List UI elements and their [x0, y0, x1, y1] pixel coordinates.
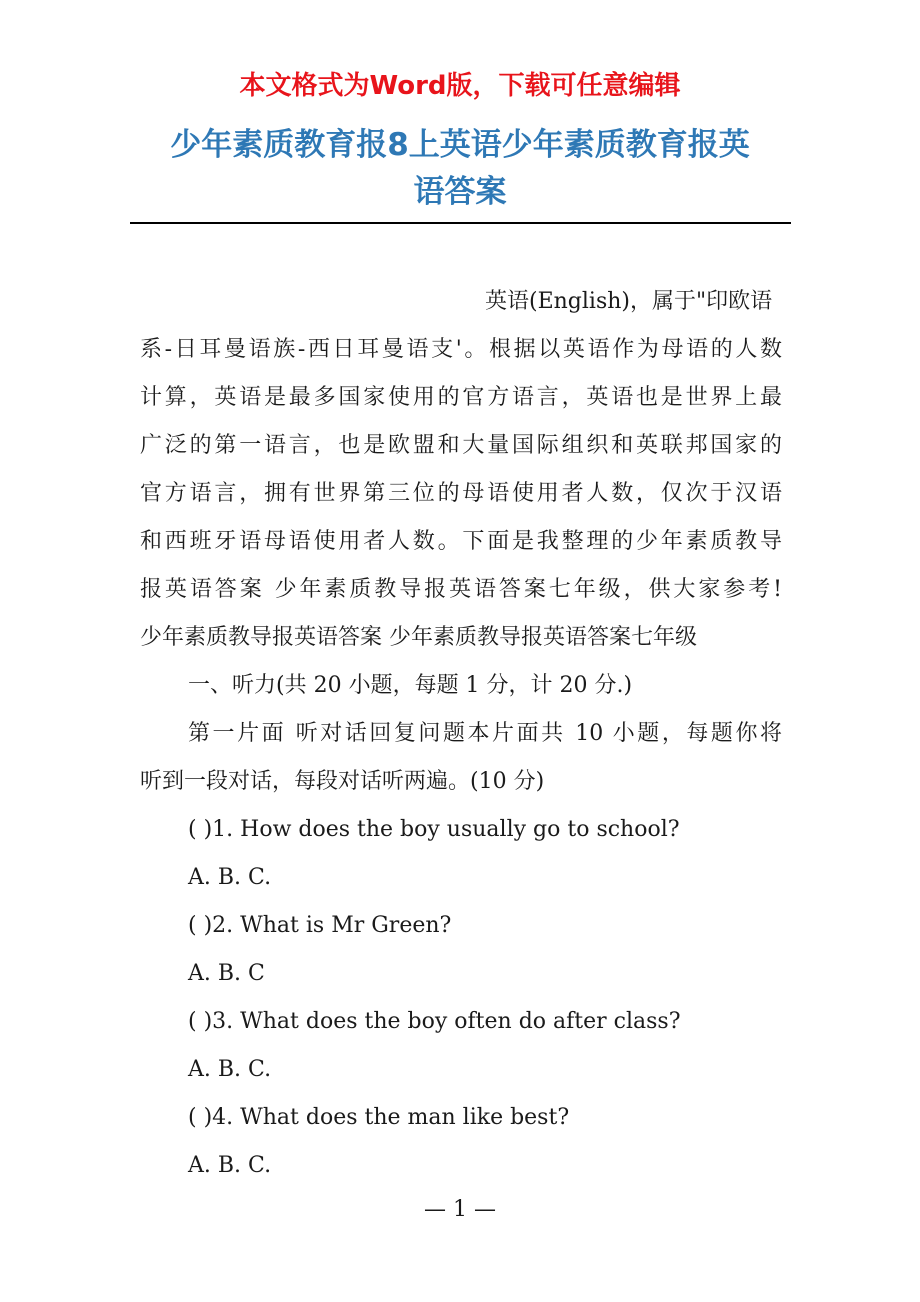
title-divider [130, 222, 791, 224]
intro-line: 计算，英语是最多国家使用的官方语言，英语也是世界上最 [140, 385, 782, 410]
intro-line: 英语(English)，属于"印欧语 [485, 289, 773, 314]
title-line-1: 少年素质教育报8上英语少年素质教育报英 [170, 127, 750, 163]
page-number: — 1 — [424, 1197, 496, 1222]
format-notice: 本文格式为Word版，下载可任意编辑 [239, 71, 681, 101]
document-title [120, 122, 800, 216]
question: ( )4. What does the man like best? [188, 1105, 570, 1130]
intro-line: 和西班牙语母语使用者人数。下面是我整理的少年素质教导 [140, 529, 782, 554]
intro-line: 报英语答案 少年素质教导报英语答案七年级，供大家参考! [140, 577, 782, 602]
intro-line: 系-日耳曼语族-西日耳曼语支'。根据以英语作为母语的人数 [140, 337, 782, 362]
intro-line: 官方语言，拥有世界第三位的母语使用者人数，仅次于汉语 [140, 481, 782, 506]
question-options: A. B. C [188, 961, 265, 986]
question-options: A. B. C. [188, 1057, 272, 1082]
intro-line: 广泛的第一语言，也是欧盟和大量国际组织和英联邦国家的 [140, 433, 782, 458]
question: ( )3. What does the boy often do after class? [188, 1009, 681, 1034]
question: ( )2. What is Mr Green? [188, 913, 452, 938]
part-instruction: 听到一段对话，每段对话听两遍。(10 分) [140, 769, 545, 794]
question-options: A. B. C. [188, 865, 272, 890]
part-instruction: 第一片面 听对话回复问题本片面共 10 小题，每题你将 [188, 721, 782, 746]
section-heading: 一、听力(共 20 小题，每题 1 分，计 20 分.) [188, 673, 633, 698]
question-options: A. B. C. [188, 1153, 272, 1178]
title-line-2: 语答案 [413, 174, 507, 210]
question: ( )1. How does the boy usually go to school? [188, 817, 680, 842]
intro-line: 少年素质教导报英语答案 少年素质教导报英语答案七年级 [140, 625, 697, 650]
document-body [140, 278, 782, 1190]
